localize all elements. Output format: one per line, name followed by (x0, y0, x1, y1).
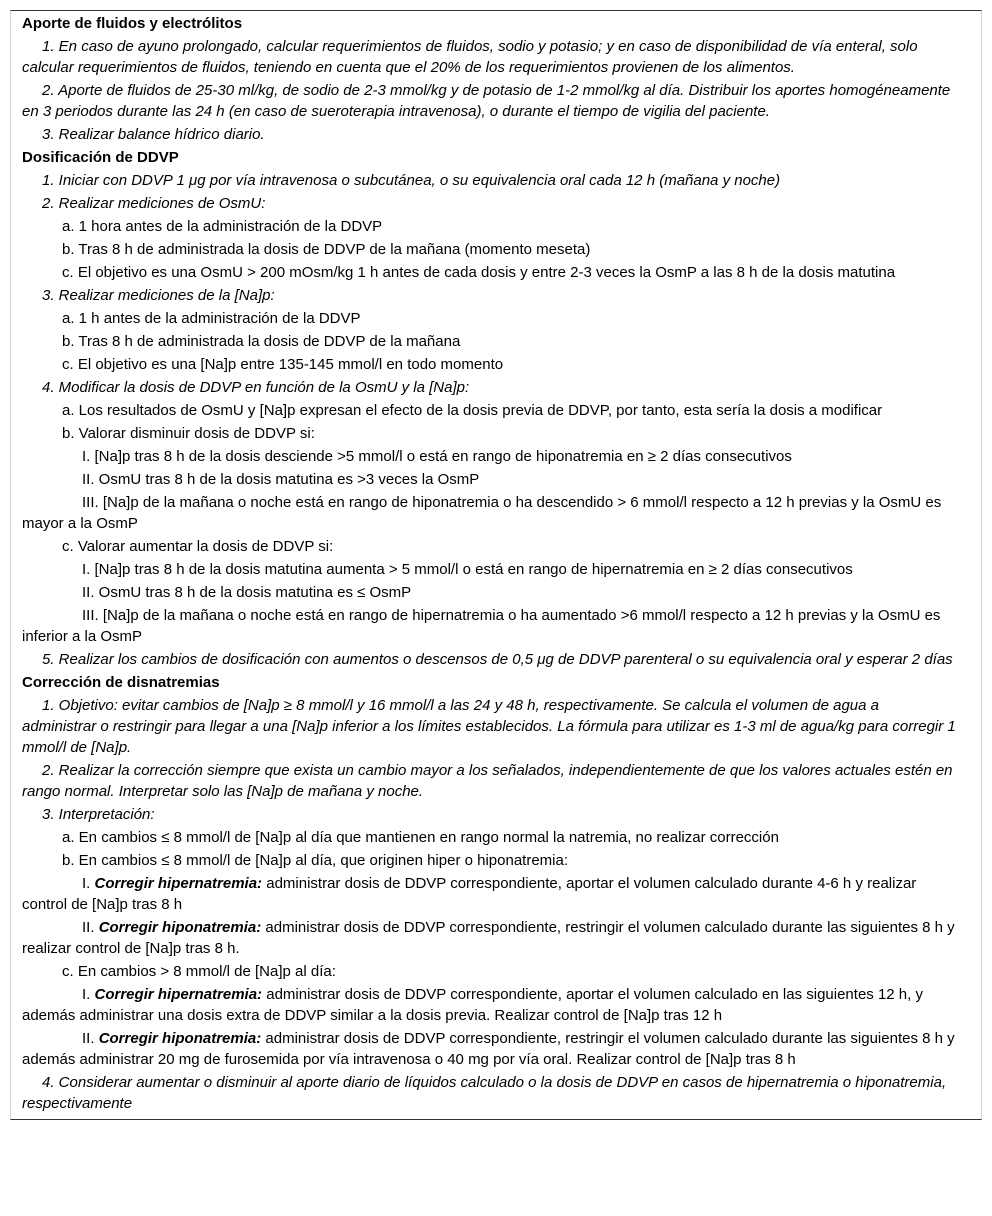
section-heading: Aporte de fluidos y electrólitos (22, 15, 243, 32)
list-item: b. Tras 8 h de administrada la dosis de DDVP de la mañana (momento meseta) (62, 241, 591, 258)
item-text: administrar dosis de DDVP correspondiente, restringir el volumen calculado durante las siguientes 8 h y además administrar 20 mg de furosemida por vía intravenosa o 40 mg por vía oral. Realizar control de [Na]p tras 8 h (22, 1030, 955, 1068)
item-text: administrar dosis de DDVP correspondiente, aportar el volumen calculado durante 4-6 h y realizar control de [Na]p tras 8 h (22, 875, 917, 913)
list-item (11, 984, 981, 1026)
list-item: 3. Realizar balance hídrico diario. (42, 126, 265, 143)
list-item: I. [Na]p tras 8 h de la dosis matutina aumenta > 5 mmol/l o está en rango de hipernatremia en ≥ 2 días consecutivos (82, 561, 853, 578)
item-emphasis: Corregir hipernatremia: (94, 875, 263, 892)
list-item: III. [Na]p de la mañana o noche está en rango de hipernatremia o ha aumentado >6 mmol/l respecto a 12 h previas y la OsmU es inferior a la OsmP (22, 607, 941, 645)
list-item: c. Valorar aumentar la dosis de DDVP si: (62, 538, 334, 555)
list-item: 4. Considerar aumentar o disminuir al aporte diario de líquidos calculado o la dosis de DDVP en casos de hipernatremia o hiponatremia, respectivamente (22, 1074, 947, 1112)
item-number: II. (82, 919, 95, 936)
list-item (11, 1028, 981, 1070)
item-text: administrar dosis de DDVP correspondiente, restringir el volumen calculado durante las siguientes 8 h y realizar control de [Na]p tras 8 h. (22, 919, 955, 957)
section-heading: Dosificación de DDVP (22, 149, 179, 166)
item-text: administrar dosis de DDVP correspondiente, aportar el volumen calculado en las siguientes 12 h, y además administrar una dosis extra de DDVP similar a la dosis previa. Realizar control de [Na]p tras 12 h (22, 986, 923, 1024)
item-emphasis: Corregir hiponatremia: (98, 919, 262, 936)
list-item: a. 1 hora antes de la administración de la DDVP (62, 218, 383, 235)
list-item: b. En cambios ≤ 8 mmol/l de [Na]p al día, que originen hiper o hiponatremia: (62, 852, 569, 869)
list-item: c. El objetivo es una [Na]p entre 135-145 mmol/l en todo momento (62, 356, 504, 373)
item-number: II. (82, 1030, 95, 1047)
protocol-table (10, 10, 982, 1120)
item-number: I. (82, 986, 91, 1003)
list-item: 1. En caso de ayuno prolongado, calcular requerimientos de fluidos, sodio y potasio; y en caso de disponibilidad de vía enteral, solo calcular requerimientos de fluidos, teniendo en cuenta que el 20% de los requerimientos provienen de los alimentos. (22, 38, 918, 76)
list-item: 3. Interpretación: (42, 806, 155, 823)
list-item: 1. Objetivo: evitar cambios de [Na]p ≥ 8 mmol/l y 16 mmol/l a las 24 y 48 h, respectivamente. Se calcula el volumen de agua a administrar o restringir para llegar a una [Na]p inferior a los límites establecidos. La fórmula para utilizar es 1-3 ml de agua/kg para corregir 1 mmol/l de [Na]p. (22, 697, 956, 756)
item-emphasis: Corregir hipernatremia: (94, 986, 263, 1003)
list-item: 4. Modificar la dosis de DDVP en función de la OsmU y la [Na]p: (42, 379, 470, 396)
list-item: a. Los resultados de OsmU y [Na]p expresan el efecto de la dosis previa de DDVP, por tanto, esta sería la dosis a modificar (62, 402, 883, 419)
list-item: III. [Na]p de la mañana o noche está en rango de hiponatremia o ha descendido > 6 mmol/l respecto a 12 h previas y la OsmU es mayor a la OsmP (22, 494, 942, 532)
list-item: 3. Realizar mediciones de la [Na]p: (42, 287, 275, 304)
list-item: 2. Aporte de fluidos de 25-30 ml/kg, de sodio de 2-3 mmol/kg y de potasio de 1-2 mmol/kg al día. Distribuir los aportes homogéneamente en 3 periodos durante las 24 h (en caso de sueroterapia intravenosa), o durante el tiempo de vigilia del paciente. (22, 82, 951, 120)
list-item: a. En cambios ≤ 8 mmol/l de [Na]p al día que mantienen en rango normal la natremia, no realizar corrección (62, 829, 779, 846)
list-item: c. El objetivo es una OsmU > 200 mOsm/kg 1 h antes de cada dosis y entre 2-3 veces la OsmP a las 8 h de la dosis matutina (62, 264, 896, 281)
item-emphasis: Corregir hiponatremia: (98, 1030, 262, 1047)
list-item: b. Tras 8 h de administrada la dosis de DDVP de la mañana (62, 333, 461, 350)
list-item: a. 1 h antes de la administración de la DDVP (62, 310, 361, 327)
list-item: 2. Realizar la corrección siempre que exista un cambio mayor a los señalados, independientemente de que los valores actuales estén en rango normal. Interpretar solo las [Na]p de mañana y noche. (22, 762, 953, 800)
list-item: c. En cambios > 8 mmol/l de [Na]p al día: (62, 963, 336, 980)
list-item (11, 873, 981, 915)
list-item: 1. Iniciar con DDVP 1 μg por vía intravenosa o subcutánea, o su equivalencia oral cada 12 h (mañana y noche) (42, 172, 781, 189)
list-item (11, 917, 981, 959)
list-item: II. OsmU tras 8 h de la dosis matutina es ≤ OsmP (82, 584, 412, 601)
list-item: II. OsmU tras 8 h de la dosis matutina es >3 veces la OsmP (82, 471, 480, 488)
item-number: I. (82, 875, 91, 892)
section-heading: Corrección de disnatremias (22, 674, 220, 691)
list-item: 5. Realizar los cambios de dosificación con aumentos o descensos de 0,5 μg de DDVP parenteral o su equivalencia oral y esperar 2 días (42, 651, 953, 668)
list-item: b. Valorar disminuir dosis de DDVP si: (62, 425, 315, 442)
list-item: 2. Realizar mediciones de OsmU: (42, 195, 266, 212)
list-item: I. [Na]p tras 8 h de la dosis desciende >5 mmol/l o está en rango de hiponatremia en ≥ 2 días consecutivos (82, 448, 792, 465)
